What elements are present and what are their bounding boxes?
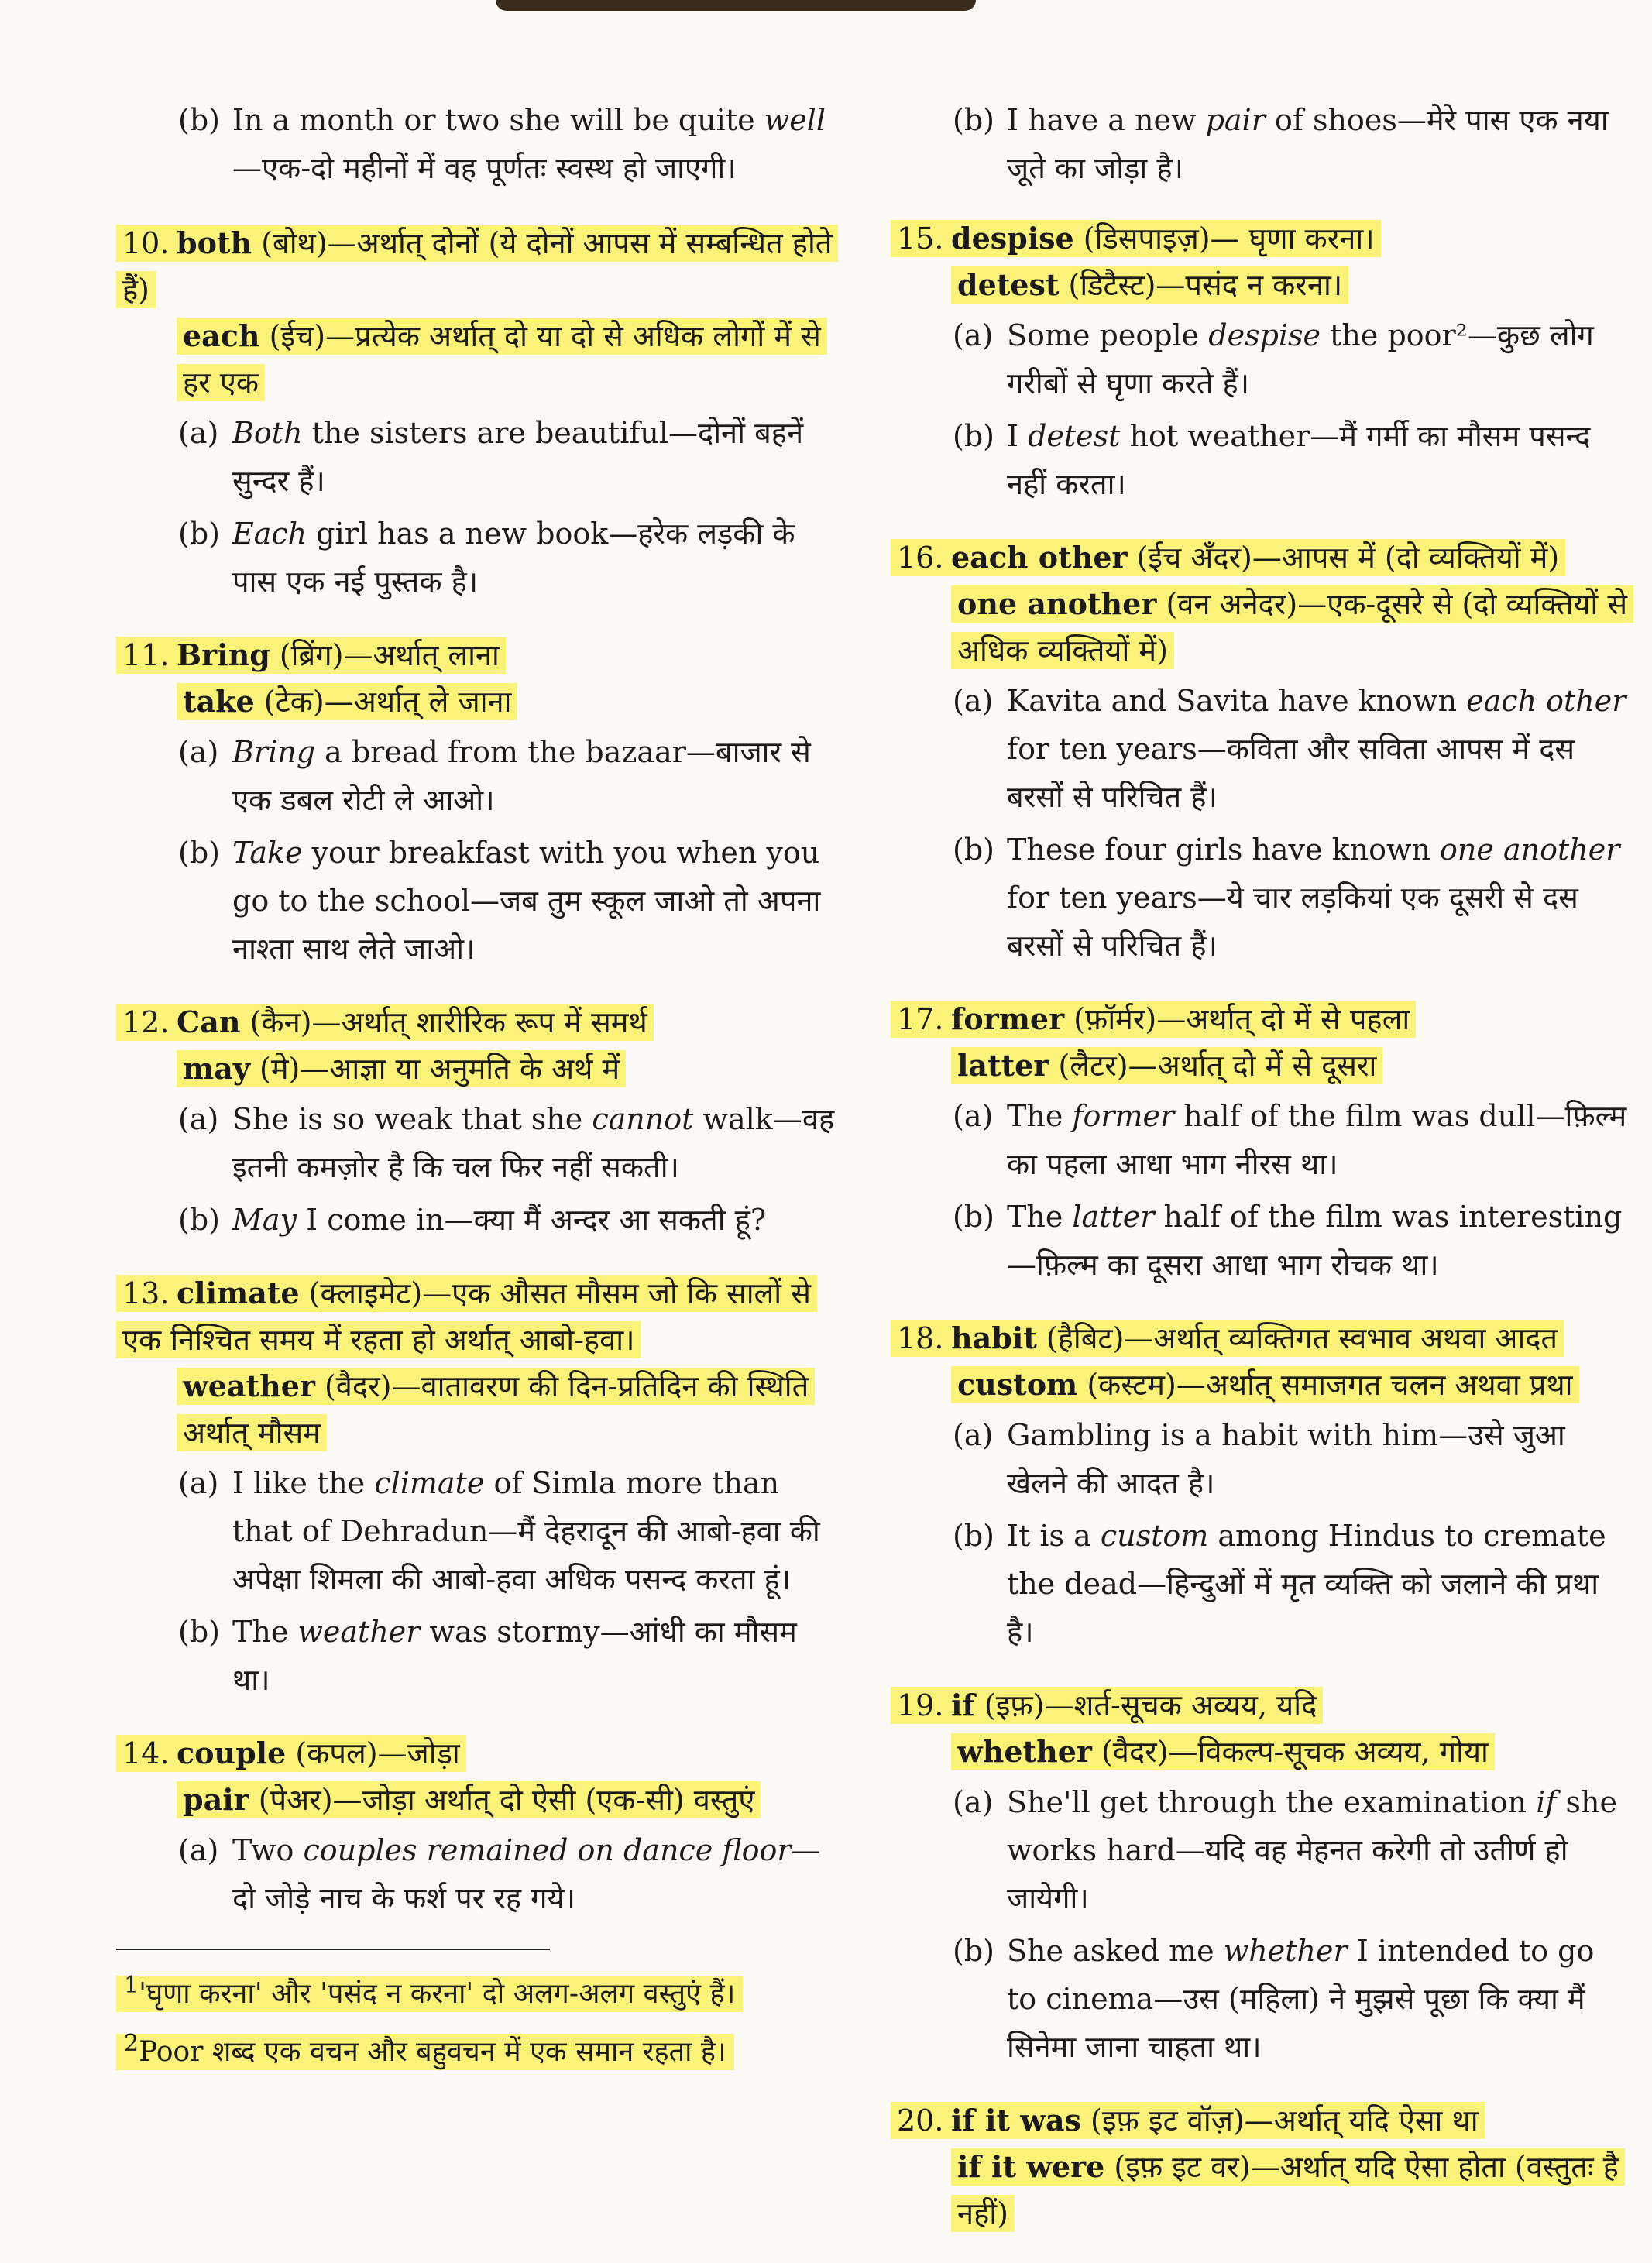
example-a: (a) Some people despise the poor²—कुछ लोग गरीबों से घृणा करते हैं। <box>953 318 1594 400</box>
example-a: (a) I like the climate of Simla more than that of Dehradun—मैं देहरादून की आबो-हवा की अपेक्षा शिमला की आबो-हवा अधिक पसन्द करता हूं। <box>178 1466 820 1596</box>
entry-heading: 17. former (फ़ॉर्मर)—अर्थात् दो में से पहला <box>891 996 1630 1042</box>
example-a: (a) She is so weak that she cannot walk—वह इतनी कमज़ोर है कि चल फिर नहीं सकती। <box>178 1102 835 1184</box>
entry-heading: 14. couple (कपल)—जोड़ा <box>116 1730 836 1777</box>
left-column <box>116 93 836 2077</box>
entry-18 <box>891 1315 1630 1656</box>
entry-heading: 10. both (बोथ)—अर्थात् दोनों (ये दोनों आपस में सम्बन्धित होते हैं) <box>116 220 836 313</box>
entry-12 <box>116 999 836 1244</box>
example-b: (b) May I come in—क्या मैं अन्दर आ सकती हूं? <box>178 1203 767 1237</box>
entry-subheading: detest (डिटैस्ट)—पसंद न करना। <box>891 262 1630 308</box>
entry-subheading: weather (वैदर)—वातावरण की दिन-प्रतिदिन की स्थिति अर्थात् मौसम <box>116 1363 836 1456</box>
example-b: (b) I detest hot weather—मैं गर्मी का मौसम पसन्द नहीं करता। <box>953 419 1591 501</box>
entry-subheading: latter (लैटर)—अर्थात् दो में से दूसरा <box>891 1042 1630 1089</box>
example-a: (a) Bring a bread from the bazaar—बाजार से एक डबल रोटी ले आओ। <box>178 735 811 817</box>
example-a: (a) Gambling is a habit with him—उसे जुआ खेलने की आदत है। <box>953 1418 1565 1500</box>
footnote-1: $^1$'घृणा करना' और 'पसंद न करना' दो अलग-अलग वस्तुएं हैं। <box>116 1961 836 2019</box>
entry-heading: 19. if (इफ़)—शर्त-सूचक अव्यय, यदि <box>891 1682 1630 1729</box>
example-14b: (b) I have a new pair of shoes—मेरे पास एक नया जूते का जोड़ा है। <box>953 103 1609 185</box>
example-a: (a) Both the sisters are beautiful—दोनों बहनें सुन्दर हैं। <box>178 416 804 498</box>
entry-subheading: whether (वैदर)—विकल्प-सूचक अव्यय, गोया <box>891 1729 1630 1775</box>
entry-15 <box>891 215 1630 508</box>
entry-heading: 11. Bring (ब्रिंग)—अर्थात् लाना <box>116 632 836 678</box>
example-9b: (b) In a month or two she will be quite well—एक-दो महीनों में वह पूर्णतः स्वस्थ हो जाएगी। <box>178 103 826 185</box>
entry-subheading: each (ईच)—प्रत्येक अर्थात् दो या दो से अधिक लोगों में से हर एक <box>116 313 836 406</box>
example-a: (a) The former half of the film was dull—फ़िल्म का पहला आधा भाग नीरस था। <box>953 1099 1627 1181</box>
example-b: (b) Each girl has a new book—हरेक लड़की के पास एक नई पुस्तक है। <box>178 517 795 599</box>
entry-11 <box>116 632 836 973</box>
example-b: (b) It is a custom among Hindus to cremate the dead—हिन्दुओं में मृत व्यक्ति को जलाने की प्रथा है। <box>953 1519 1606 1649</box>
entry-heading: 13. climate (क्लाइमेट)—एक औसत मौसम जो कि सालों से एक निश्चित समय में रहता हो अर्थात् आबो-हवा। <box>116 1270 836 1363</box>
entry-subheading: pair (पेअर)—जोड़ा अर्थात् दो ऐसी (एक-सी) वस्तुएं <box>116 1777 836 1823</box>
example-a: (a) Kavita and Savita have known each other for ten years—कविता और सविता आपस में दस बरसों से परिचित हैं। <box>953 684 1626 814</box>
entry-heading: 18. habit (हैबिट)—अर्थात् व्यक्तिगत स्वभाव अथवा आदत <box>891 1315 1630 1362</box>
entry-heading: 20. if it was (इफ़ इट वॉज़)—अर्थात् यदि ऐसा था <box>891 2097 1630 2144</box>
entry-13 <box>116 1270 836 1704</box>
entry-19 <box>891 1682 1630 2071</box>
entry-14 <box>116 1730 836 1922</box>
footnote-divider <box>116 1949 550 1950</box>
example-b: (b) These four girls have known one another for ten years—ये चार लड़कियां एक दूसरी से दस बरसों से परिचित हैं। <box>953 833 1620 963</box>
entry-heading: 12. Can (कैन)—अर्थात् शारीरिक रूप में समर्थ <box>116 999 836 1046</box>
entry-17 <box>891 996 1630 1289</box>
example-b: (b) The weather was stormy—आंधी का मौसम था। <box>178 1615 797 1697</box>
entry-20 <box>891 2097 1630 2237</box>
example-b: (b) Take your breakfast with you when you go to the school—जब तुम स्कूल जाओ तो अपना नाश्ता साथ लेते जाओ। <box>178 836 821 966</box>
entry-subheading: custom (कस्टम)—अर्थात् समाजगत चलन अथवा प्रथा <box>891 1362 1630 1408</box>
top-image-edge <box>496 0 976 11</box>
example-a: (a) She'll get through the examination if she works hard—यदि वह मेहनत करेगी तो उतीर्ण हो जायेगी। <box>953 1785 1617 1915</box>
example-b: (b) The latter half of the film was interesting—फ़िल्म का दूसरा आधा भाग रोचक था। <box>953 1200 1623 1282</box>
entry-subheading: if it were (इफ़ इट वर)—अर्थात् यदि ऐसा होता (वस्तुतः है नहीं) <box>891 2144 1630 2237</box>
example-b: (b) She asked me whether I intended to go to cinema—उस (महिला) ने मुझसे पूछा कि क्या मैं सिनेमा जाना चाहता था। <box>953 1934 1595 2064</box>
entry-heading: 16. each other (ईच अँदर)—आपस में (दो व्यक्तियों में) <box>891 534 1630 581</box>
entry-heading: 15. despise (डिसपाइज़)— घृणा करना। <box>891 215 1630 262</box>
footnote-2: $^2$Poor शब्द एक वचन और बहुवचन में एक समान रहता है। <box>116 2019 836 2077</box>
entry-16 <box>891 534 1630 970</box>
example-a: (a) Two couples remained on dance floor—दो जोड़े नाच के फर्श पर रह गये। <box>178 1833 821 1915</box>
entry-subheading: one another (वन अनेदर)—एक-दूसरे से (दो व्यक्तियों से अधिक व्यक्तियों में) <box>891 581 1630 674</box>
entry-10 <box>116 220 836 606</box>
right-column <box>891 93 1630 2263</box>
entry-subheading: take (टेक)—अर्थात् ले जाना <box>116 678 836 725</box>
entry-subheading: may (मे)—आज्ञा या अनुमति के अर्थ में <box>116 1046 836 1092</box>
